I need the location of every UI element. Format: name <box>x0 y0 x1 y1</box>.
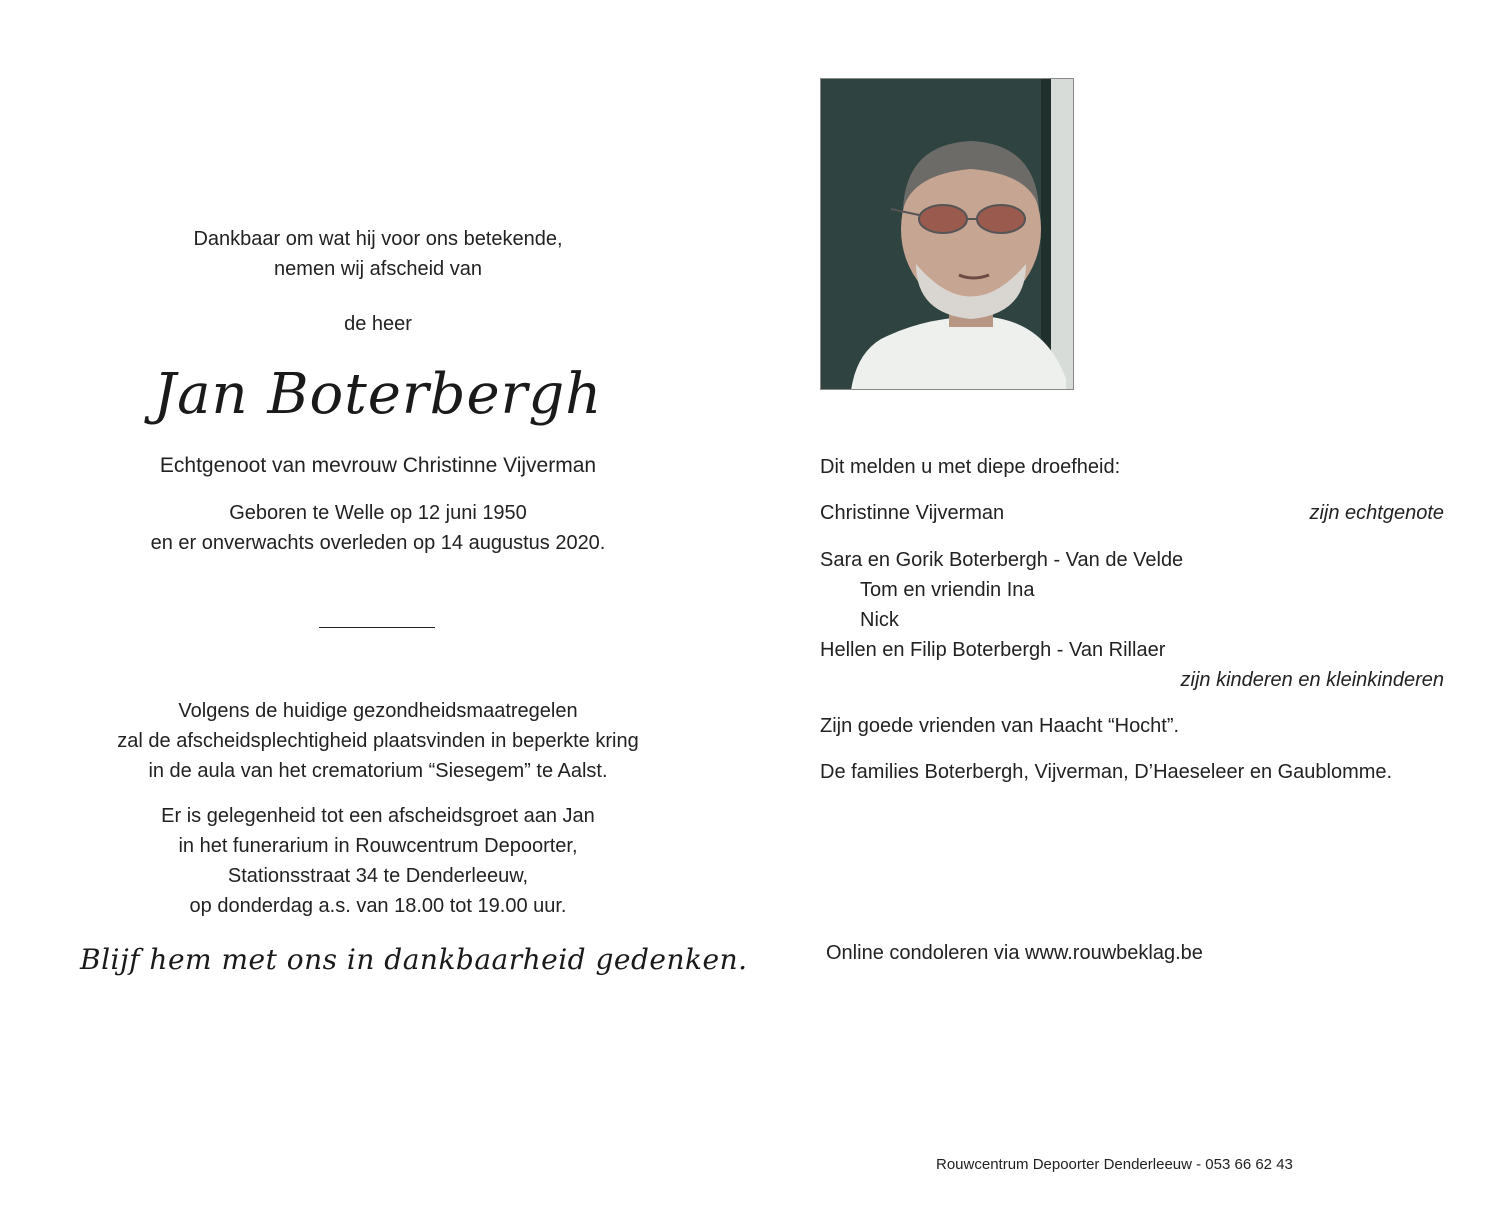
honorific <box>80 309 676 339</box>
families-entry <box>820 757 1444 787</box>
visitation-info <box>80 801 676 921</box>
spouse-name: Christinne Vijverman <box>820 502 1005 524</box>
ceremony-line: zal de afscheidsplechtigheid plaatsvinden in beperkte kring <box>117 730 639 752</box>
deceased-name-text: Jan Boterbergh <box>153 362 603 427</box>
spouse-line-text: Echtgenoot van mevrouw Christinne Vijverman <box>159 454 597 477</box>
children-entry <box>820 545 1444 695</box>
life-dates <box>80 498 676 558</box>
ceremony-line: in de aula van het crematorium “Siesegem” te Aalst. <box>148 760 608 782</box>
closing-phrase <box>80 940 748 980</box>
ceremony-line: Volgens de huidige gezondheidsmaatregelen <box>178 700 578 722</box>
separator-line <box>319 627 435 628</box>
honorific-text: de heer <box>344 313 412 335</box>
online-condolence-text: Online condoleren via www.rouwbeklag.be <box>826 942 1203 964</box>
death-line: en er onverwachts overleden op 14 augustus 2020. <box>150 532 606 554</box>
family-member-line: Hellen en Filip Boterbergh - Van Rillaer <box>820 639 1166 661</box>
intro-text <box>80 224 676 284</box>
portrait-illustration <box>821 79 1074 390</box>
footer-funeral-home: Rouwcentrum Depoorter Denderleeuw - 053 66 62 43 <box>936 1156 1293 1173</box>
spouse-entry <box>820 498 1444 528</box>
ceremony-info <box>80 696 676 786</box>
friends-text: Zijn goede vrienden van Haacht “Hocht”. <box>820 715 1180 737</box>
announcement-text: Dit melden u met diepe droefheid: <box>820 456 1121 478</box>
intro-line: Dankbaar om wat hij voor ons betekende, <box>193 228 563 250</box>
family-member-line: Nick <box>860 609 899 631</box>
spouse-row <box>820 498 1444 528</box>
children-role-row <box>820 665 1444 695</box>
announcement <box>820 452 1444 482</box>
visitation-line: in het funerarium in Rouwcentrum Depoorter, <box>178 835 578 857</box>
visitation-line: op donderdag a.s. van 18.00 tot 19.00 uur. <box>189 895 567 917</box>
birth-line: Geboren te Welle op 12 juni 1950 <box>229 502 527 524</box>
spouse-line <box>80 451 676 481</box>
deceased-name <box>80 360 676 430</box>
children-role: zijn kinderen en kleinkinderen <box>1180 669 1444 691</box>
visitation-line: Er is gelegenheid tot een afscheidsgroet aan Jan <box>161 805 595 827</box>
families-text: De families Boterbergh, Vijverman, D’Haeseleer en Gaublomme. <box>820 761 1393 783</box>
family-member-line: Tom en vriendin Ina <box>860 579 1035 601</box>
friends-entry <box>820 711 1444 741</box>
family-member-line: Sara en Gorik Boterbergh - Van de Velde <box>820 549 1184 571</box>
closing-phrase-text: Blijf hem met ons in dankbaarheid gedenken. <box>80 943 748 976</box>
spouse-role: zijn echtgenote <box>1309 502 1444 524</box>
visitation-line: Stationsstraat 34 te Denderleeuw, <box>227 865 529 887</box>
intro-line: nemen wij afscheid van <box>274 258 482 280</box>
portrait-photo <box>820 78 1074 390</box>
